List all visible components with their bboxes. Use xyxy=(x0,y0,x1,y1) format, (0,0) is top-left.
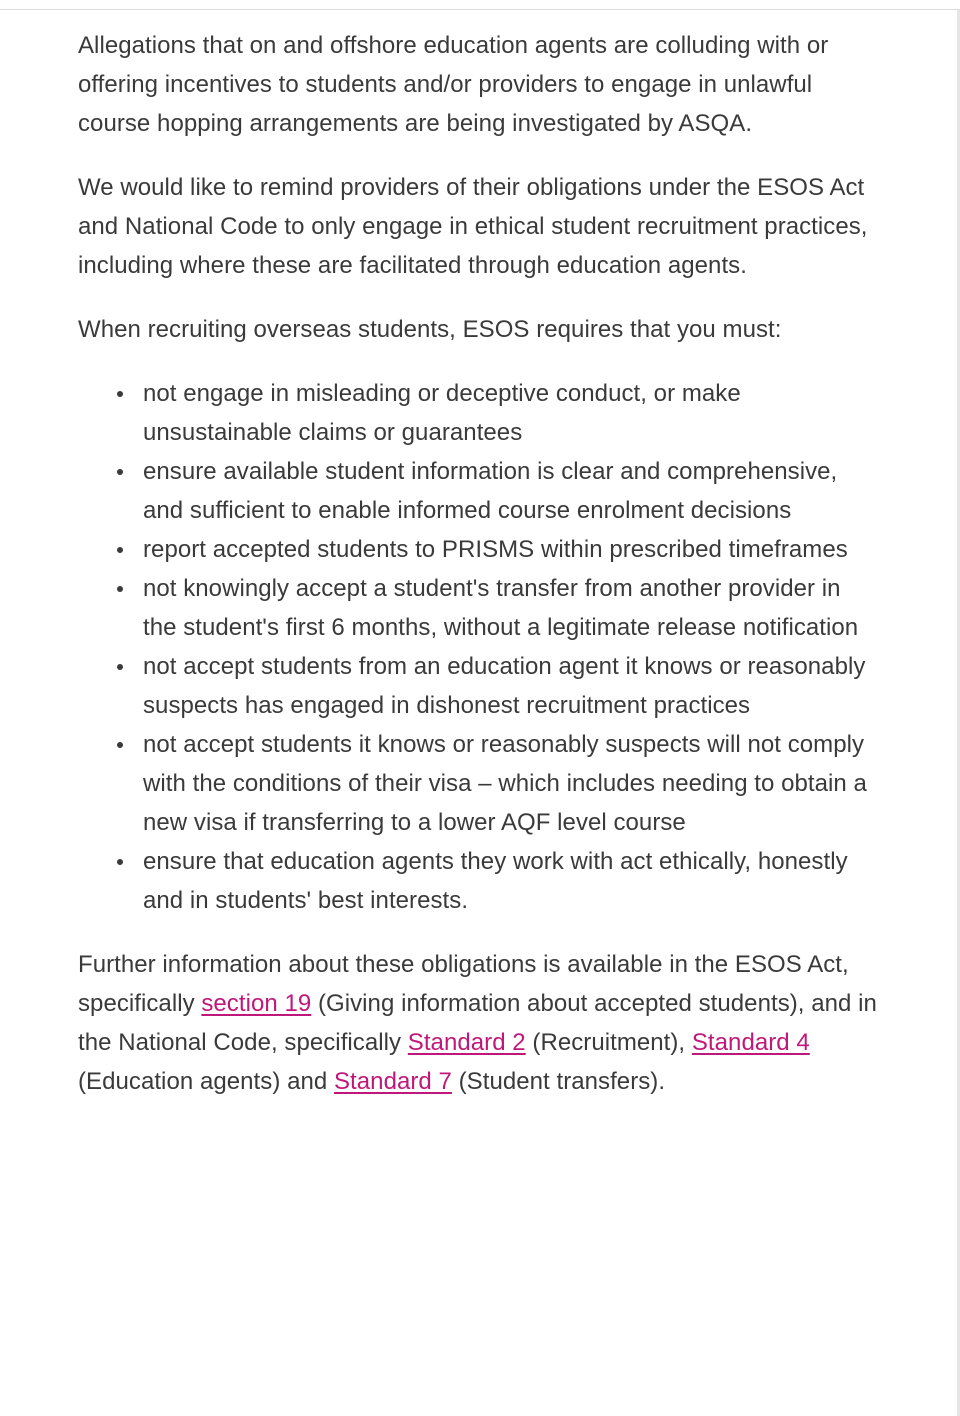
further-info-paragraph xyxy=(78,945,878,1101)
further-text-5: (Student transfers). xyxy=(451,1068,666,1095)
list-item: not accept students it knows or reasonably suspects will not comply with the conditions of their visa – which includes needing to obtain a new visa if transferring to a lower AQF level course xyxy=(143,725,878,842)
article-body xyxy=(78,26,878,1126)
list-item: not knowingly accept a student's transfer from another provider in the student's first 6 months, without a legitimate release notification xyxy=(143,569,878,647)
further-text-1: Further information about these obligations is available in the ESOS Act, specifically xyxy=(78,951,849,1017)
list-item: ensure available student information is clear and comprehensive, and sufficient to enable informed course enrolment decisions xyxy=(143,452,878,530)
intro-paragraph: Allegations that on and offshore education agents are colluding with or offering incentives to students and/or providers to engage in unlawful course hopping arrangements are being investigated by ASQA. xyxy=(78,32,829,137)
further-text-4: (Education agents) and xyxy=(78,1068,334,1095)
standard-2-link[interactable]: Standard 2 xyxy=(407,1029,526,1056)
requirements-intro: When recruiting overseas students, ESOS requires that you must: xyxy=(78,316,782,343)
section-19-link[interactable]: section 19 xyxy=(201,990,312,1017)
standard-7-link[interactable]: Standard 7 xyxy=(334,1068,452,1095)
list-item: report accepted students to PRISMS within prescribed timeframes xyxy=(143,530,878,569)
list-item: ensure that education agents they work with act ethically, honestly and in students' best interests. xyxy=(143,842,878,920)
obligations-list xyxy=(78,374,878,920)
standard-4-link[interactable]: Standard 4 xyxy=(691,1029,810,1056)
reminder-paragraph: We would like to remind providers of their obligations under the ESOS Act and National Code to only engage in ethical student recruitment practices, including where these are facilitated through education agents. xyxy=(78,174,868,279)
further-text-2: (Giving information about accepted students), and in the National Code, specifically xyxy=(78,990,877,1056)
list-item: not engage in misleading or deceptive conduct, or make unsustainable claims or guarantees xyxy=(143,374,878,452)
further-text-3: (Recruitment), xyxy=(525,1029,692,1056)
list-item: not accept students from an education agent it knows or reasonably suspects has engaged in dishonest recruitment practices xyxy=(143,647,878,725)
top-divider xyxy=(0,9,960,10)
